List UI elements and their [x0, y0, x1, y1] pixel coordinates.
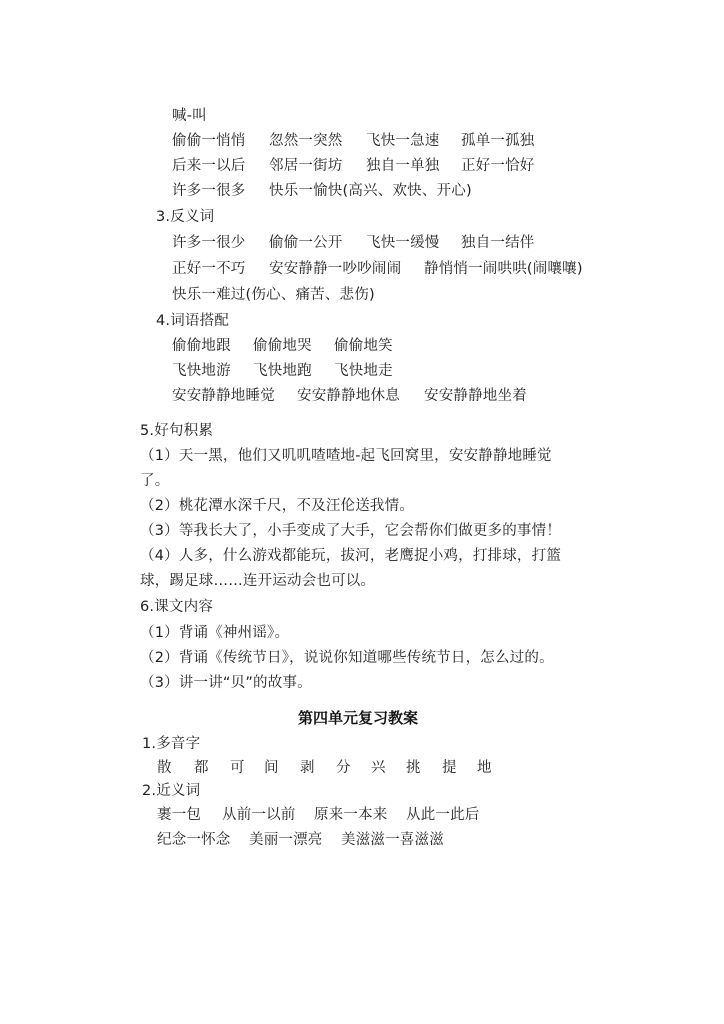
antonym-pair: 独自一结伴 — [461, 235, 535, 251]
synonym-pair: 美丽一漂亮 — [249, 832, 323, 848]
section-heading: 2.近义词 — [142, 783, 201, 799]
synonym-pair: 纪念一怀念 — [157, 832, 231, 848]
text-item: （1）背诵《神州谣》。 — [140, 625, 290, 641]
synonym-pair: 裹一包 — [157, 807, 202, 823]
antonym-pair: 飞快一缓慢 — [366, 235, 440, 251]
sentence-item: 了。 — [140, 473, 170, 489]
polyphone-char: 提 — [442, 760, 457, 776]
text-item: （2）背诵《传统节日》，说说你知道哪些传统节日，怎么过的。 — [140, 650, 554, 666]
synonym-pair: 独自一单独 — [366, 158, 440, 174]
collocation: 偷偷地笑 — [334, 338, 393, 354]
collocation: 飞快地走 — [334, 363, 393, 379]
text-item: （3）讲一讲“贝”的故事。 — [140, 675, 312, 691]
polyphone-char: 间 — [264, 760, 279, 776]
sentence-item: （2）桃花潭水深千尺，不及汪伦送我情。 — [140, 498, 415, 514]
collocation: 安安静静地休息 — [297, 388, 400, 404]
synonym-pair: 原来一本来 — [314, 807, 388, 823]
sentence-item: 球，踢足球……连开运动会也可以。 — [140, 573, 376, 589]
collocation: 偷偷地跟 — [172, 338, 231, 354]
synonym-pair: 偷偷一悄悄 — [172, 133, 246, 149]
section-heading: 3.反义词 — [156, 209, 215, 225]
synonym-pair: 快乐一愉快(高兴、欢快、开心) — [269, 183, 472, 199]
synonym-pair: 美滋滋一喜滋滋 — [341, 832, 444, 848]
antonym-pair: 许多一很少 — [172, 235, 246, 251]
polyphone-char: 地 — [477, 760, 492, 776]
collocation: 安安静静地坐着 — [424, 388, 527, 404]
synonym-pair: 忽然一突然 — [269, 133, 343, 149]
polyphone-char: 散 — [157, 760, 172, 776]
synonym-pair: 从前一以前 — [222, 807, 296, 823]
synonym-pair: 后来一以后 — [172, 158, 246, 174]
synonym-pair: 孤单一孤独 — [461, 133, 535, 149]
antonym-pair: 正好一不巧 — [172, 261, 246, 277]
unit-title: 第四单元复习教案 — [298, 709, 419, 727]
polyphone-char: 剥 — [300, 760, 315, 776]
synonym-pair: 从此一此后 — [406, 807, 480, 823]
polyphone-char: 挑 — [406, 760, 421, 776]
sentence-item: （4）人多，什么游戏都能玩，拔河，老鹰捉小鸡，打排球，打篮 — [140, 548, 562, 564]
collocation: 安安静静地睡觉 — [172, 388, 275, 404]
collocation: 飞快地跑 — [253, 363, 312, 379]
polyphone-char: 都 — [194, 760, 209, 776]
section-heading: 1.多音字 — [142, 736, 201, 752]
synonym-pair: 喊-叫 — [172, 108, 207, 124]
section-heading: 4.词语搭配 — [156, 313, 230, 329]
polyphone-char: 兴 — [371, 760, 386, 776]
section-heading: 5.好句积累 — [140, 423, 214, 439]
sentence-item: （1）天一黑，他们又叽叽喳喳地-起飞回窝里，安安静静地睡觉 — [140, 448, 552, 464]
antonym-pair: 偷偷一公开 — [269, 235, 343, 251]
synonym-pair: 邻居一街坊 — [269, 158, 343, 174]
section-heading: 6.课文内容 — [140, 599, 214, 615]
synonym-pair: 许多一很多 — [172, 183, 246, 199]
collocation: 飞快地游 — [172, 363, 231, 379]
synonym-pair: 正好一恰好 — [461, 158, 535, 174]
sentence-item: （3）等我长大了，小手变成了大手，它会帮你们做更多的事情！ — [140, 523, 562, 539]
antonym-pair: 静悄悄一闹哄哄(闹嚷嚷) — [424, 261, 583, 277]
antonym-pair: 快乐一难过(伤心、痛苦、悲伤) — [172, 287, 375, 303]
antonym-pair: 安安静静一吵吵闹闹 — [269, 261, 402, 277]
synonym-pair: 飞快一急速 — [366, 133, 440, 149]
polyphone-char: 分 — [336, 760, 351, 776]
polyphone-char: 可 — [230, 760, 245, 776]
collocation: 偷偷地哭 — [253, 338, 312, 354]
